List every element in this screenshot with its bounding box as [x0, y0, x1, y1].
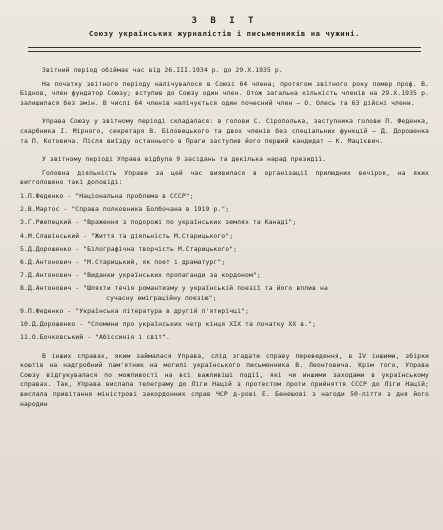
list-item: 4.М.Славінський - "Життя та діяльність М.Старицького";	[20, 231, 234, 240]
list-item: 9.П.Феденко - "Українська література в другій п'ятирічці";	[20, 307, 249, 316]
paragraph-period: Звітний період обіймає час від 26.III.1934 р. до 29.X.1935 р.	[42, 66, 283, 74]
list-item: 10.Д.Дорошенко - "Спомини про українських четр кінця ХІХ та початку ХХ в.";	[20, 320, 317, 329]
list-item: 7.Д.Антонович - "Виданки українських пропаганди за кордоном";	[20, 271, 261, 280]
document-subtitle: Союзу українських журналістів і письменників на чужині.	[89, 29, 360, 38]
title-divider-top	[28, 47, 421, 48]
list-item: 8.Д.Антонович - "Шляхти течія романтизму у українській поезії та його вплив на сучасну еміграційну поезію";	[20, 284, 328, 302]
paragraph-activity: Головна діяльність Управи за цей час виявилася в організації прилюдних вечірок, на яких вигголошено такі доповіді:	[20, 168, 429, 187]
paragraph-membership: На початку звітного періоду налічувалося в Союзі 64 члена; протягом звітного року помер проф. В. Біднов, член фундатор Союзу; вступив до Союзу один член. Отож загальна кількість членів на 29.X.1935 р. залишилася без змін. В числі 64 членів налічується один почесний член — О. Олесь та 63 дійсні члени.	[20, 79, 429, 107]
list-item: 5.Д.Дорошенко - "Білографічна творчість М.Старицького";	[20, 244, 238, 253]
list-item: 1.П.Феденко - "Національна проблема в СССР";	[20, 191, 194, 200]
paragraph-board: Управа Союзу у звітному періоді складалася: в голови С. Сірополька, заступника голови П. Феденка, скарбника І. Мірного, секретаря В. Біловецького та двох членів без спеціальних функцій — Д. Дорошенка та П. Котовича. Після виїзду останнього в Праги заступив його перший кандидат — К. Мацієвич.	[20, 117, 429, 145]
list-item: 6.Д.Антонович - "М.Старицький, як поет і драматург";	[20, 257, 226, 266]
list-item: 2.В.Мартос - "Справа полковника Болбочана в 1919 р.";	[20, 205, 230, 214]
document-body	[20, 66, 429, 409]
lecture-list	[20, 192, 429, 343]
title-divider-bottom	[28, 51, 421, 52]
paragraph-other-matters: В інших справах, яким займалася Управа, слід згадати справу переведення, в IV іншими, збірки коштів на надгробний пам'ятник на могилі українського письменника В. Леонтовича. Крім того, Управа Союзу відгукувалася по можливості на всі важливіші події, які чи иншими заходами в українському справах. Так, Управа вислала телеграму до Ліги Націй з протестом проти прийняття СССР до Ліги Націй; вислала привітання міністрові закордонних справ ЧСР д-рові Е. Бенешові з нагоди 50-ліття з дня його народин	[20, 351, 429, 408]
list-item: 3.Г.Ржепецкий - "Враження з подорожі по українських землях та Канаді";	[20, 218, 297, 227]
list-item: 11.О.Бочковський - "Абіссинія і світ".	[20, 333, 171, 342]
paragraph-meetings: У звітному періоді Управа відбула 9 засідань та декілька нарад президії.	[42, 155, 327, 164]
document-title: З В І Т	[191, 16, 258, 26]
